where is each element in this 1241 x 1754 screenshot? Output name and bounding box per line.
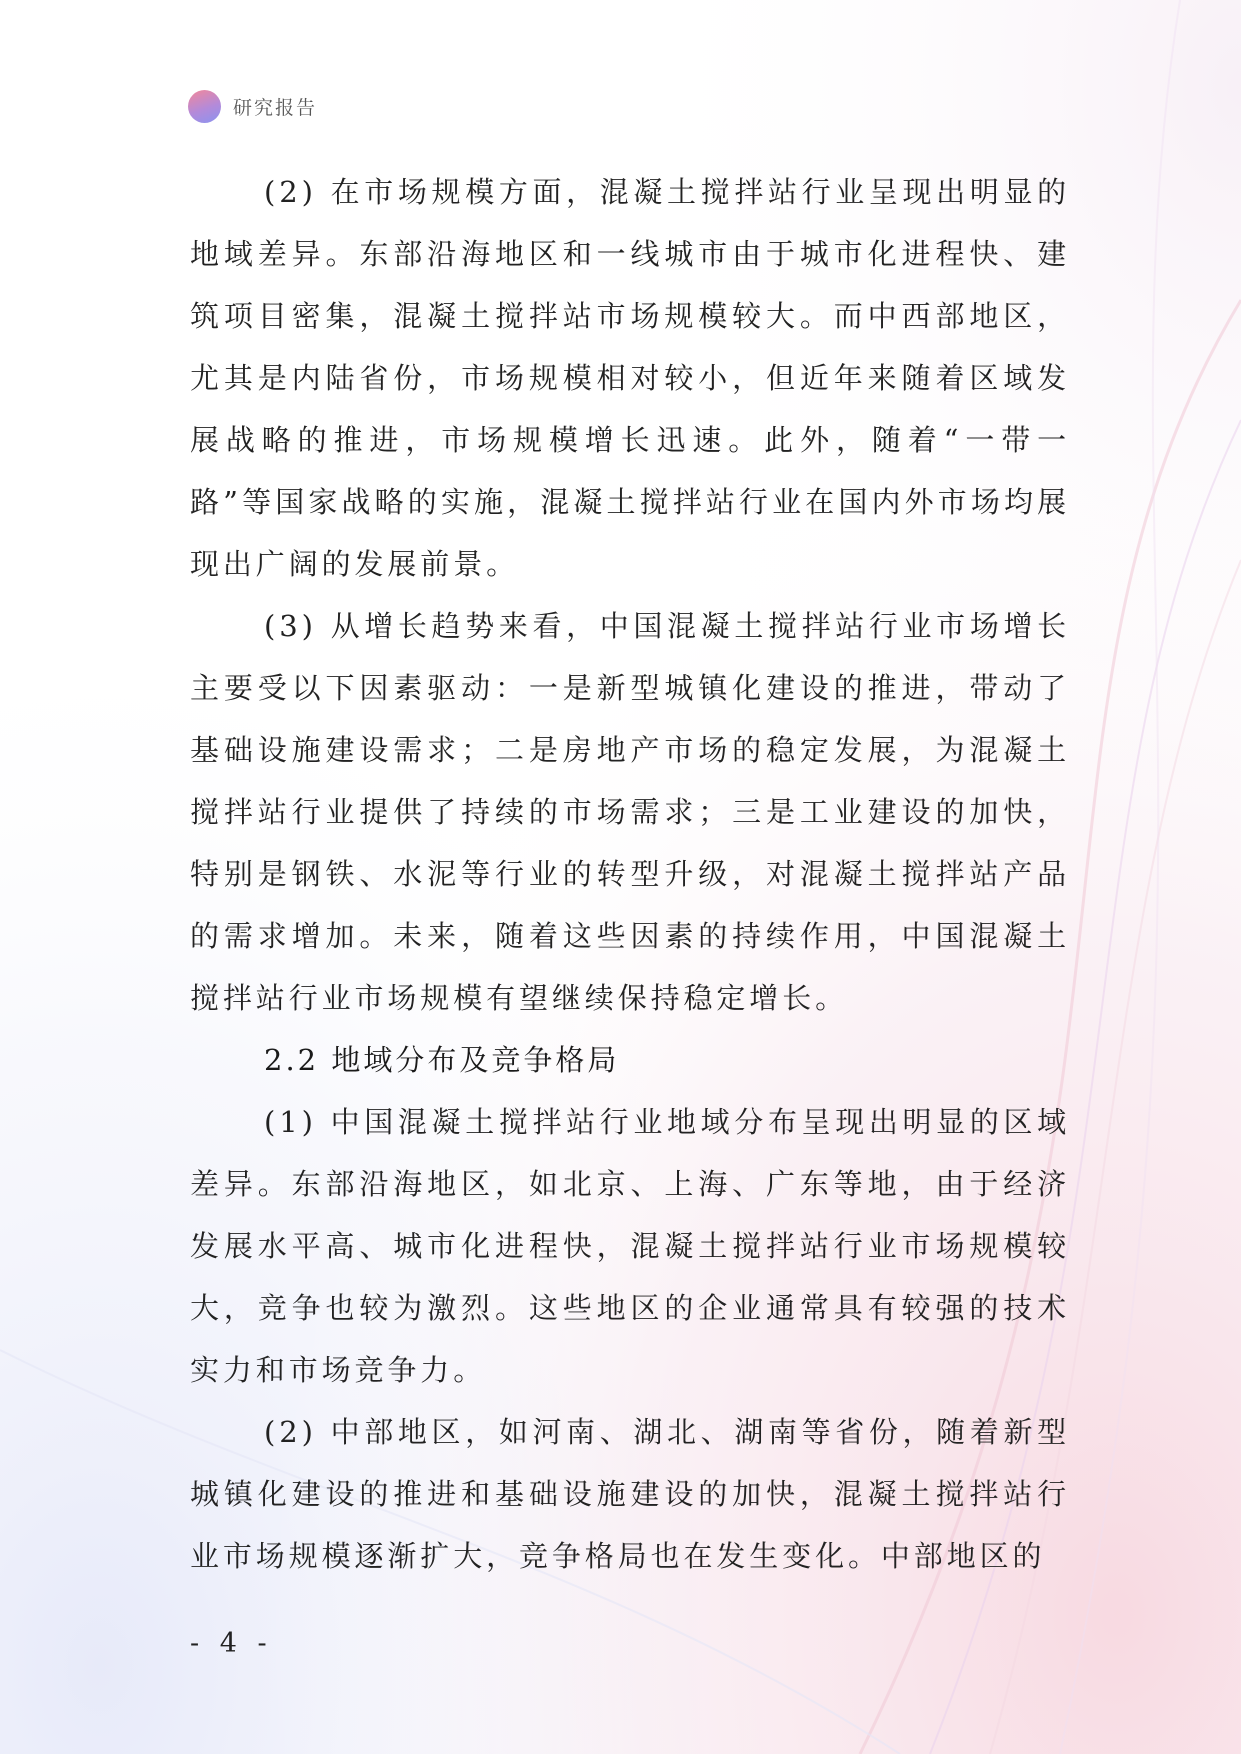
- section-heading: 2.2 地域分布及竞争格局: [264, 1043, 620, 1077]
- report-header: [188, 89, 317, 123]
- paragraph-growth-trend: (3) 从增长趋势来看，中国混凝土搅拌站行业市场增长主要受以下因素驱动：一是新型城镇化建设的推进，带动了基础设施建设需求；二是房地产市场的稳定发展，为混凝土搅拌站行业提供了持续的市场需求；三是工业建设的加快，特别是钢铁、水泥等行业的转型升级，对混凝土搅拌站产品的需求增加。未来，随着这些因素的持续作用，中国混凝土搅拌站行业市场规模有望继续保持稳定增长。: [190, 609, 1070, 1015]
- paragraph-market-size: (2) 在市场规模方面，混凝土搅拌站行业呈现出明显的地域差异。东部沿海地区和一线城市由于城市化进程快、建筑项目密集，混凝土搅拌站市场规模较大。而中西部地区，尤其是内陆省份，市场规模相对较小，但近年来随着区域发展战略的推进，市场规模增长迅速。此外，随着“一带一路”等国家战略的实施，混凝土搅拌站行业在国内外市场均展现出广阔的发展前景。: [190, 175, 1070, 581]
- document-body: [190, 161, 1070, 1587]
- paragraph-regional-distribution: (1) 中国混凝土搅拌站行业地域分布呈现出明显的区域差异。东部沿海地区，如北京、上海、广东等地，由于经济发展水平高、城市化进程快，混凝土搅拌站行业市场规模较大，竞争也较为激烈。这些地区的企业通常具有较强的技术实力和市场竞争力。: [190, 1105, 1070, 1387]
- page-number: - 4 -: [190, 1628, 273, 1659]
- paragraph-central-region: (2) 中部地区，如河南、湖北、湖南等省份，随着新型城镇化建设的推进和基础设施建设的加快，混凝土搅拌站行业市场规模逐渐扩大，竞争格局也在发生变化。中部地区的: [190, 1415, 1070, 1573]
- header-title: 研究报告: [233, 96, 318, 119]
- gradient-circle-icon: [188, 90, 221, 123]
